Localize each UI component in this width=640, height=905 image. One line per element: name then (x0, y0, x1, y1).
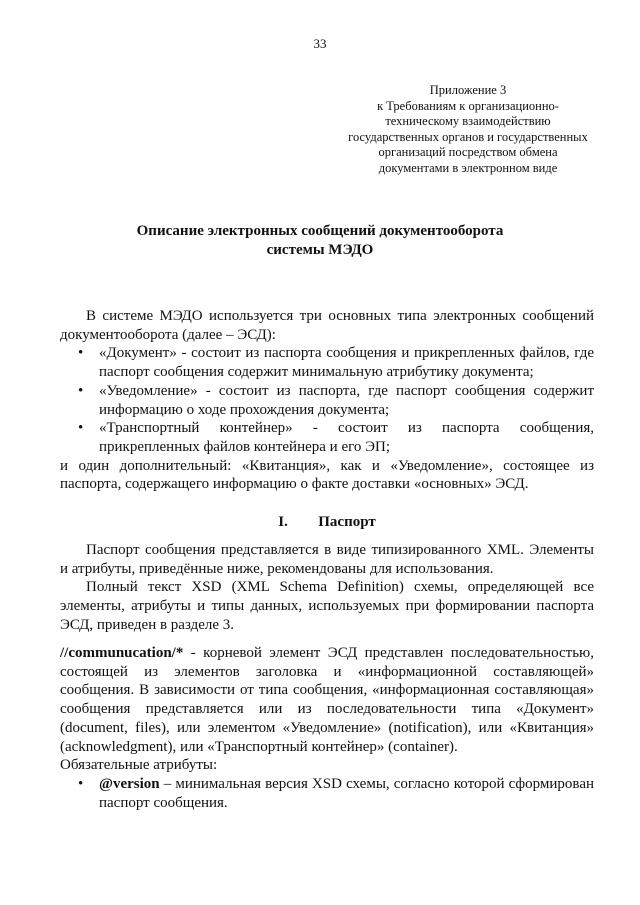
section-heading (60, 514, 594, 531)
passport-paragraph-1: Паспорт сообщения представляется в виде типизированного XML. Элементы и атрибуты, приведённые ниже, рекомендованы для использования. (60, 542, 594, 577)
appendix-line: техническому взаимодействию (385, 114, 551, 128)
appendix-line: организаций посредством обмена (378, 145, 558, 159)
required-attrs-label: Обязательные атрибуты: (60, 757, 218, 774)
list-item-text: «Уведомление» - состоит из паспорта, где паспорт сообщения содержит информацию о ходе прохождения документа; (99, 382, 594, 418)
intro-paragraph: В системе МЭДО используется три основных типа электронных сообщений документооборота (далее – ЭСД): (60, 308, 594, 343)
root-element-name: //communucation/* (60, 645, 184, 661)
list-item-text: «Транспортный контейнер» - состоит из паспорта сообщения, прикрепленных файлов контейнера и его ЭП; (99, 420, 594, 455)
list-item (60, 419, 594, 456)
section-title: Паспорт (318, 514, 376, 530)
list-item (60, 382, 594, 419)
appendix-line: Приложение 3 (429, 83, 507, 97)
bullet-icon: • (78, 420, 84, 437)
appendix-line: к Требованиям к организационно- (377, 98, 559, 113)
list-item-text: «Документ» - состоит из паспорта сообщения и прикрепленных файлов, где паспорт сообщения содержит минимальную атрибутику документа; (99, 345, 594, 381)
root-element-block (60, 644, 594, 812)
root-element-text: - корневой элемент ЭСД представлен последовательностью, состоящей из элементов заголовка и «информационной составляющей» сообщения. В зависимости от типа сообщения, «информационная составляющая» сообщения представляется или из последовательности типа «Документ» (document, files), или элементом «Уведомление» (notification), или «Квитанция» (acknowledgment), или «Транспортный контейнер» (container). (60, 645, 594, 755)
title-line-1: Описание электронных сообщений документооборота (136, 223, 504, 239)
list-item-text (99, 776, 594, 811)
list-item (60, 344, 594, 381)
additional-paragraph: и один дополнительный: «Квитанция», как и «Уведомление», состоящее из паспорта, содержащего информацию о факте доставки «основных» ЭСД. (60, 457, 594, 493)
passport-paragraph-2: Полный текст XSD (XML Schema Definition) схемы, определяющей все элементы, атрибуты и типы данных, используемых при формировании паспорта ЭСД, приведен в разделе 3. (60, 579, 594, 633)
bullet-icon: • (78, 382, 84, 399)
appendix-line: государственных органов и государственных (348, 129, 588, 144)
list-item (60, 775, 594, 812)
passport-block (60, 541, 594, 635)
section-number: I. (278, 514, 288, 530)
document-title (60, 222, 580, 260)
appendix-line: документами в электронном виде (378, 160, 558, 175)
types-block (60, 307, 594, 494)
bullet-icon: • (78, 775, 84, 792)
attribute-text: – минимальная версия XSD схемы, согласно которой сформирован паспорт сообщения. (99, 775, 594, 811)
root-element-paragraph (60, 644, 594, 756)
attribute-name: @version (99, 775, 160, 792)
bullet-icon: • (78, 345, 84, 362)
page-number: 33 (313, 36, 327, 51)
title-line-2: системы МЭДО (266, 242, 374, 258)
appendix-header (318, 83, 618, 176)
